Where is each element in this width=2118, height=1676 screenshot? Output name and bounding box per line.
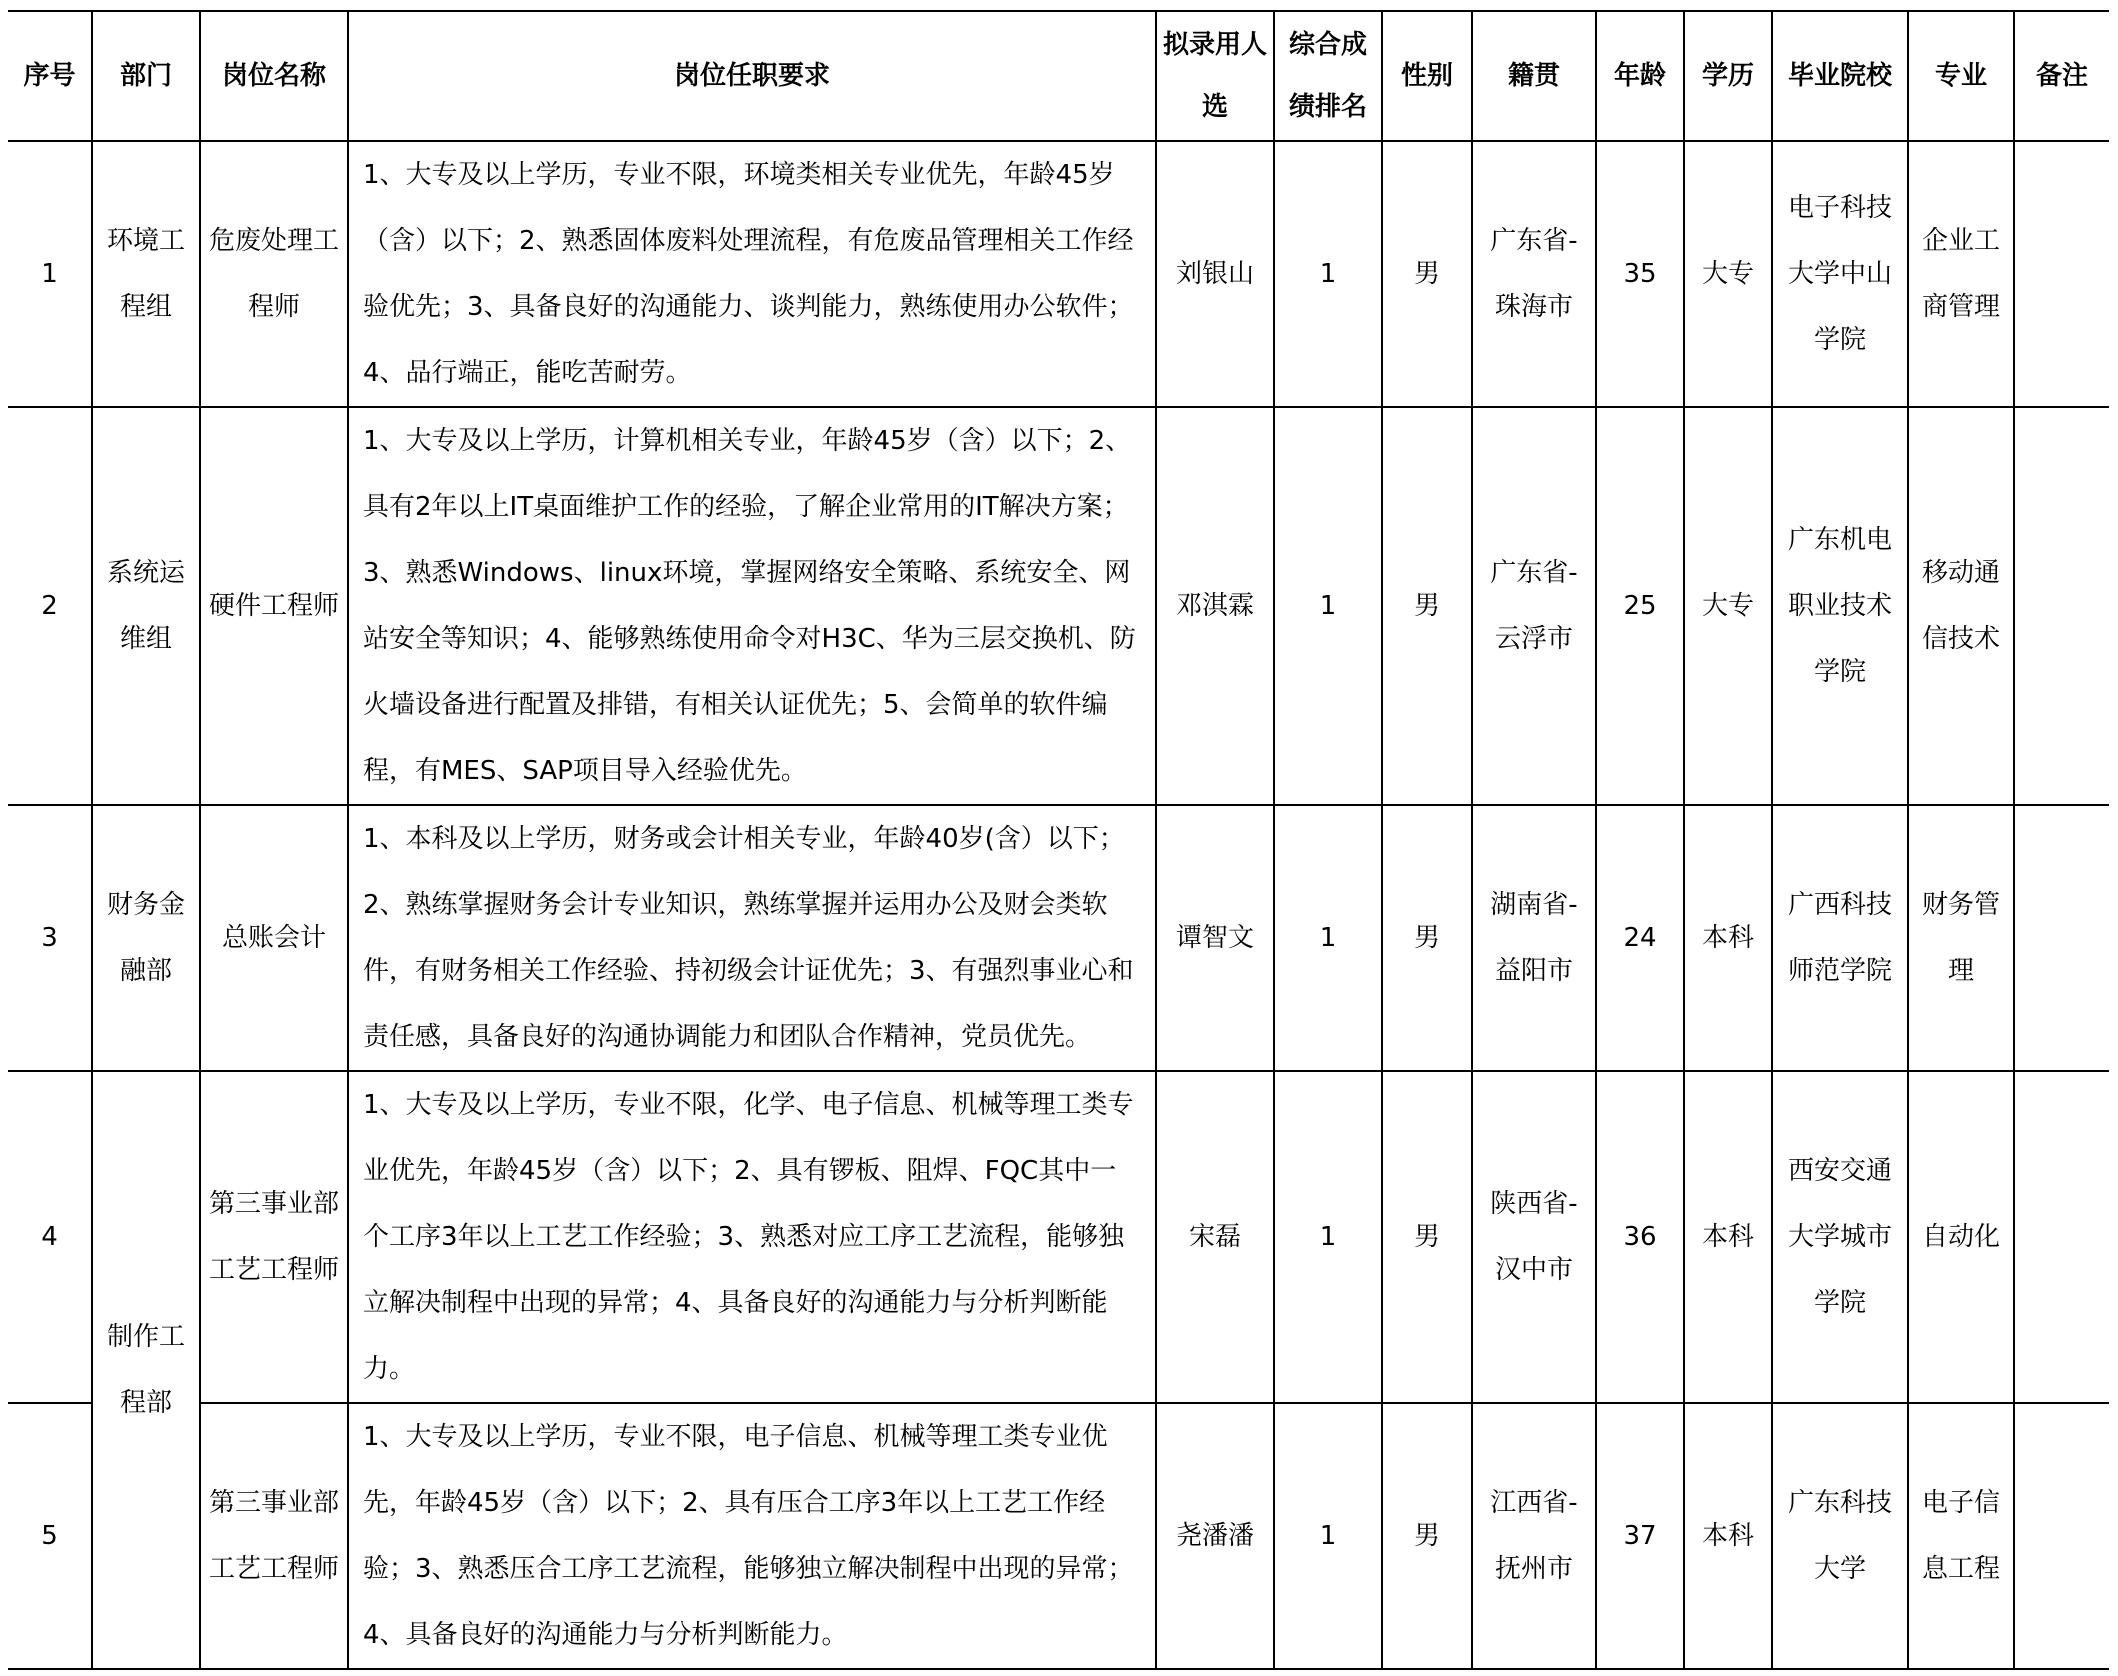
cell-major: 企业工商管理 [1908, 141, 2014, 407]
table-header-row [8, 11, 2109, 141]
cell-education: 本科 [1684, 1071, 1772, 1403]
cell-education: 本科 [1684, 1403, 1772, 1669]
cell-seq: 2 [8, 407, 92, 805]
cell-seq: 3 [8, 805, 92, 1071]
cell-major: 移动通信技术 [1908, 407, 2014, 805]
cell-position: 第三事业部工艺工程师 [200, 1071, 348, 1403]
cell-school: 广西科技师范学院 [1772, 805, 1908, 1071]
cell-remark [2014, 141, 2109, 407]
header-candidate: 拟录用人选 [1156, 11, 1274, 141]
cell-major: 财务管理 [1908, 805, 2014, 1071]
table-row [8, 805, 2109, 1071]
cell-education: 本科 [1684, 805, 1772, 1071]
cell-origin: 广东省-云浮市 [1472, 407, 1596, 805]
cell-dept-merged: 制作工程部 [92, 1071, 200, 1669]
cell-age: 25 [1596, 407, 1684, 805]
cell-candidate: 刘银山 [1156, 141, 1274, 407]
cell-age: 37 [1596, 1403, 1684, 1669]
cell-remark [2014, 1071, 2109, 1403]
header-age: 年龄 [1596, 11, 1684, 141]
cell-major: 电子信息工程 [1908, 1403, 2014, 1669]
header-rank: 综合成绩排名 [1274, 11, 1382, 141]
cell-origin: 湖南省-益阳市 [1472, 805, 1596, 1071]
cell-major: 自动化 [1908, 1071, 2014, 1403]
cell-school: 广东科技大学 [1772, 1403, 1908, 1669]
cell-rank: 1 [1274, 1403, 1382, 1669]
header-origin: 籍贯 [1472, 11, 1596, 141]
cell-gender: 男 [1382, 1403, 1472, 1669]
table-row [8, 1403, 2109, 1669]
header-position: 岗位名称 [200, 11, 348, 141]
cell-age: 35 [1596, 141, 1684, 407]
cell-rank: 1 [1274, 407, 1382, 805]
cell-requirements: 1、大专及以上学历，专业不限，电子信息、机械等理工类专业优先，年龄45岁（含）以下；2、具有压合工序3年以上工艺工作经验；3、熟悉压合工序工艺流程，能够独立解决制程中出现的异常；4、具备良好的沟通能力与分析判断能力。 [348, 1403, 1156, 1669]
cell-candidate: 尧潘潘 [1156, 1403, 1274, 1669]
cell-position: 危废处理工程师 [200, 141, 348, 407]
recruitment-table-container [8, 10, 2109, 1670]
cell-seq: 4 [8, 1071, 92, 1403]
cell-remark [2014, 407, 2109, 805]
cell-origin: 广东省-珠海市 [1472, 141, 1596, 407]
cell-education: 大专 [1684, 141, 1772, 407]
cell-rank: 1 [1274, 1071, 1382, 1403]
cell-position: 总账会计 [200, 805, 348, 1071]
table-row [8, 141, 2109, 407]
cell-candidate: 谭智文 [1156, 805, 1274, 1071]
cell-age: 36 [1596, 1071, 1684, 1403]
header-dept: 部门 [92, 11, 200, 141]
cell-school: 电子科技大学中山学院 [1772, 141, 1908, 407]
header-seq: 序号 [8, 11, 92, 141]
table-row [8, 407, 2109, 805]
cell-school: 西安交通大学城市学院 [1772, 1071, 1908, 1403]
cell-rank: 1 [1274, 805, 1382, 1071]
header-school: 毕业院校 [1772, 11, 1908, 141]
cell-candidate: 邓淇霖 [1156, 407, 1274, 805]
cell-remark [2014, 1403, 2109, 1669]
cell-origin: 江西省-抚州市 [1472, 1403, 1596, 1669]
header-requirements: 岗位任职要求 [348, 11, 1156, 141]
cell-position: 第三事业部工艺工程师 [200, 1403, 348, 1669]
header-education: 学历 [1684, 11, 1772, 141]
cell-requirements: 1、大专及以上学历，计算机相关专业，年龄45岁（含）以下；2、具有2年以上IT桌面维护工作的经验，了解企业常用的IT解决方案；3、熟悉Windows、linux环境，掌握网络安全策略、系统安全、网站安全等知识；4、能够熟练使用命令对H3C、华为三层交换机、防火墙设备进行配置及排错，有相关认证优先；5、会简单的软件编程，有MES、SAP项目导入经验优先。 [348, 407, 1156, 805]
cell-gender: 男 [1382, 805, 1472, 1071]
cell-position: 硬件工程师 [200, 407, 348, 805]
cell-rank: 1 [1274, 141, 1382, 407]
cell-gender: 男 [1382, 407, 1472, 805]
cell-gender: 男 [1382, 1071, 1472, 1403]
header-remark: 备注 [2014, 11, 2109, 141]
cell-dept: 财务金融部 [92, 805, 200, 1071]
header-major: 专业 [1908, 11, 2014, 141]
table-row [8, 1071, 2109, 1403]
cell-education: 大专 [1684, 407, 1772, 805]
recruitment-table [8, 10, 2109, 1670]
cell-requirements: 1、大专及以上学历，专业不限，环境类相关专业优先，年龄45岁（含）以下；2、熟悉固体废料处理流程，有危废品管理相关工作经验优先；3、具备良好的沟通能力、谈判能力，熟练使用办公软件；4、品行端正，能吃苦耐劳。 [348, 141, 1156, 407]
header-gender: 性别 [1382, 11, 1472, 141]
cell-seq: 1 [8, 141, 92, 407]
cell-requirements: 1、本科及以上学历，财务或会计相关专业，年龄40岁(含）以下；2、熟练掌握财务会计专业知识，熟练掌握并运用办公及财会类软件，有财务相关工作经验、持初级会计证优先；3、有强烈事业心和责任感，具备良好的沟通协调能力和团队合作精神，党员优先。 [348, 805, 1156, 1071]
cell-requirements: 1、大专及以上学历，专业不限，化学、电子信息、机械等理工类专业优先，年龄45岁（含）以下；2、具有锣板、阻焊、FQC其中一个工序3年以上工艺工作经验；3、熟悉对应工序工艺流程，能够独立解决制程中出现的异常；4、具备良好的沟通能力与分析判断能力。 [348, 1071, 1156, 1403]
cell-dept: 环境工程组 [92, 141, 200, 407]
cell-remark [2014, 805, 2109, 1071]
cell-candidate: 宋磊 [1156, 1071, 1274, 1403]
cell-origin: 陕西省-汉中市 [1472, 1071, 1596, 1403]
cell-gender: 男 [1382, 141, 1472, 407]
cell-seq: 5 [8, 1403, 92, 1669]
cell-dept: 系统运维组 [92, 407, 200, 805]
cell-age: 24 [1596, 805, 1684, 1071]
cell-school: 广东机电职业技术学院 [1772, 407, 1908, 805]
